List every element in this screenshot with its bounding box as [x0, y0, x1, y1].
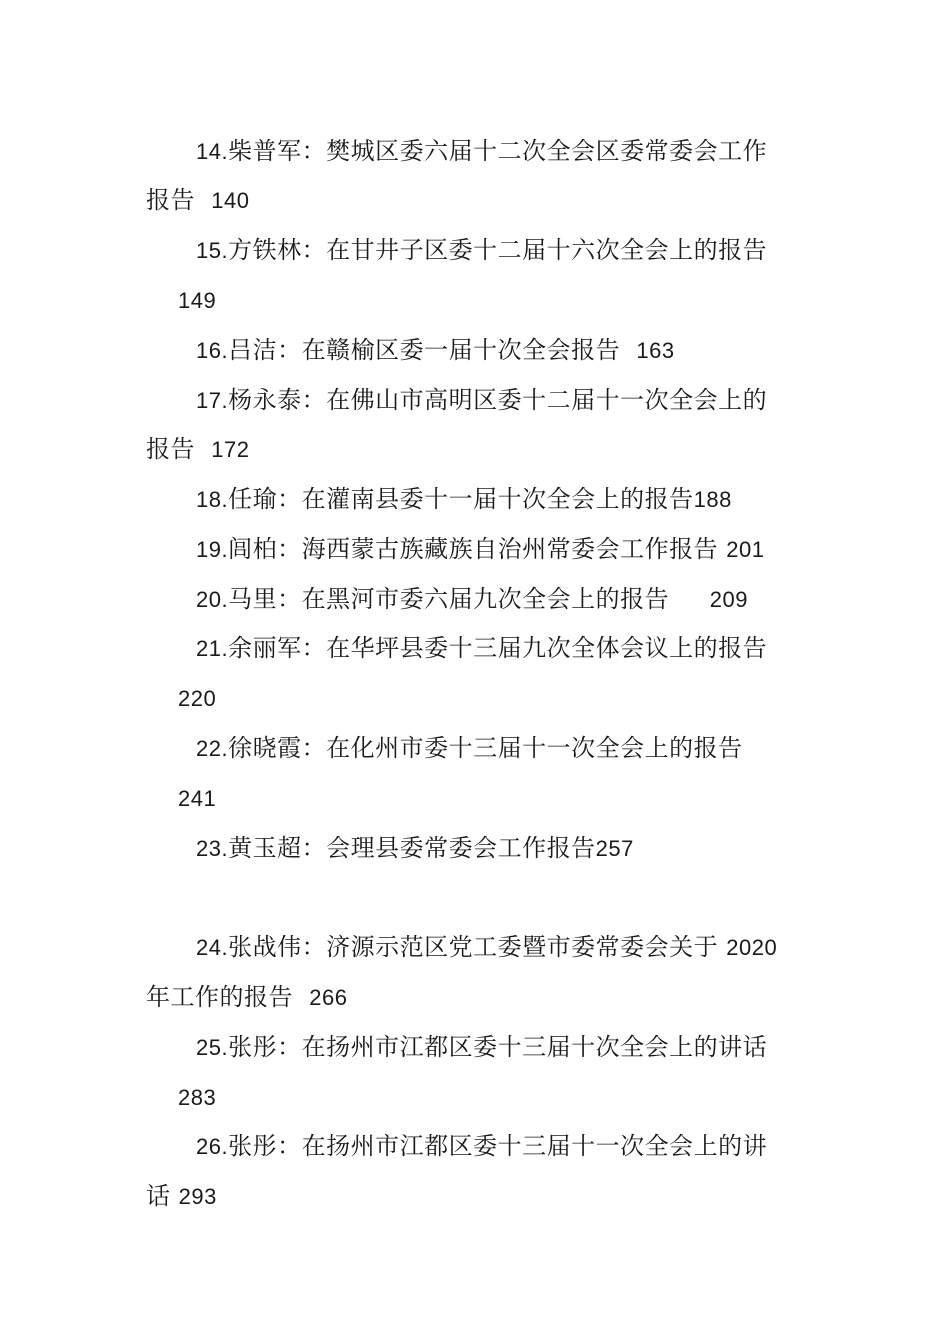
entry-title: 张彤：在扬州市江都区委十三届十一次全会上的讲	[228, 1132, 768, 1160]
toc-entry-15-line-1	[196, 235, 767, 266]
entry-number: 24.	[196, 935, 229, 960]
toc-entry-20	[196, 584, 748, 615]
entry-title-cont: 话	[146, 1182, 171, 1210]
entry-title-cont: 年工作的报告	[146, 983, 293, 1011]
entry-title: 吕洁：在赣榆区委一届十次全会报告	[228, 336, 621, 364]
entry-title-cont: 报告	[146, 435, 195, 463]
entry-title: 方铁林：在甘井子区委十二届十六次全会上的报告	[228, 236, 768, 264]
entry-title: 任瑜：在灌南县委十一届十次全会上的报告	[228, 485, 694, 513]
page-number: 257	[595, 836, 634, 861]
toc-entry-14-line-2	[146, 185, 249, 216]
entry-title: 黄玉超：会理县委常委会工作报告	[228, 834, 596, 862]
toc-entry-22-line-1	[196, 733, 743, 764]
entry-number: 17.	[196, 388, 229, 413]
entry-title: 马里：在黑河市委六届九次全会上的报告	[228, 585, 670, 613]
page-number: 201	[726, 537, 765, 562]
toc-entry-21-line-2	[178, 683, 216, 714]
toc-entry-14-line-1	[196, 136, 767, 167]
toc-entry-23	[196, 833, 634, 864]
page-number: 266	[309, 985, 348, 1010]
page-number: 283	[178, 1085, 217, 1110]
entry-title-cont: 报告	[146, 186, 195, 214]
entry-number: 21.	[196, 636, 229, 661]
page-number: 293	[178, 1184, 217, 1209]
page-number: 163	[636, 338, 675, 363]
page-number: 241	[178, 786, 217, 811]
entry-number: 19.	[196, 537, 229, 562]
toc-entry-24-line-2	[146, 982, 347, 1013]
page-number: 172	[211, 437, 250, 462]
entry-title: 张战伟：济源示范区党工委暨市委常委会关于	[228, 933, 719, 961]
entry-number: 14.	[196, 139, 229, 164]
toc-entry-19	[196, 534, 764, 565]
entry-title: 杨永泰：在佛山市高明区委十二届十一次全会上的	[228, 386, 768, 414]
entry-title: 徐晓霞：在化州市委十三届十一次全会上的报告	[228, 734, 743, 762]
toc-entry-18	[196, 484, 732, 515]
entry-number: 20.	[196, 587, 229, 612]
entry-number: 15.	[196, 238, 229, 263]
entry-title: 闾柏：海西蒙古族藏族自治州常委会工作报告	[228, 535, 719, 563]
toc-entry-25-line-1	[196, 1032, 767, 1063]
entry-number: 16.	[196, 338, 229, 363]
page-number: 140	[211, 188, 250, 213]
entry-title: 张彤：在扬州市江都区委十三届十次全会上的讲话	[228, 1033, 768, 1061]
page-number: 149	[178, 288, 217, 313]
toc-entry-21-line-1	[196, 633, 767, 664]
toc-entry-24-line-1	[196, 932, 777, 963]
toc-entry-15-line-2	[178, 285, 216, 316]
toc-entry-16	[196, 335, 675, 366]
toc-entry-25-line-2	[178, 1082, 216, 1113]
year-number: 2020	[726, 935, 778, 960]
entry-number: 23.	[196, 836, 229, 861]
page-number: 209	[709, 587, 748, 612]
entry-title: 柴普军：樊城区委六届十二次全会区委常委会工作	[228, 137, 768, 165]
toc-entry-26-line-1	[196, 1131, 767, 1162]
page-number: 220	[178, 686, 217, 711]
entry-number: 26.	[196, 1134, 229, 1159]
toc-entry-26-line-2	[146, 1181, 217, 1212]
toc-entry-17-line-2	[146, 434, 249, 465]
entry-number: 22.	[196, 736, 229, 761]
entry-number: 18.	[196, 487, 229, 512]
entry-title: 余丽军：在华坪县委十三届九次全体会议上的报告	[228, 634, 768, 662]
entry-number: 25.	[196, 1035, 229, 1060]
toc-entry-22-line-2	[178, 783, 216, 814]
toc-entry-17-line-1	[196, 385, 767, 416]
page-number: 188	[693, 487, 732, 512]
